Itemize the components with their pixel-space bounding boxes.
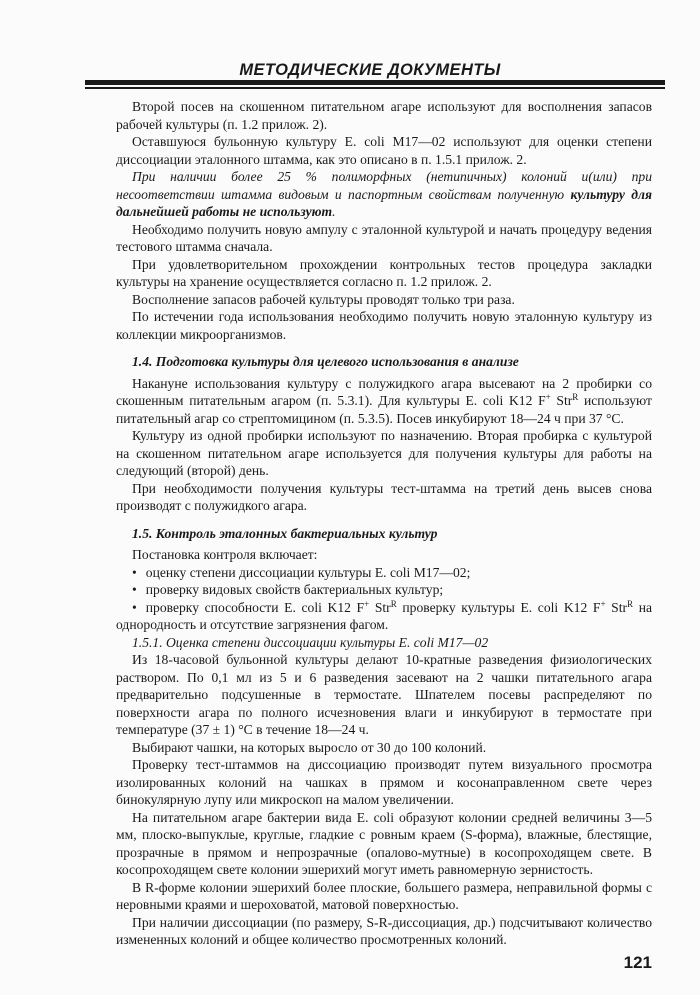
text-run: используют питательный агар со стрептомицином (п. 5.3.5). Посев инкубируют 18—24 ч при 37 °С. (116, 393, 652, 426)
paragraph: На питательном агаре бактерии вида E. coli образуют колонии средней величины 3—5 мм, плоско-выпуклые, круглые, гладкие с ровным краем (S-форма), влажные, блестящие, прозрачные в прямом и непрозрачные (опалово-мутные) в косопроходящем свете. В косопроходящем свете колонии эшерихий могут иметь равномерную зернистость. (116, 809, 652, 877)
paragraph: При необходимости получения культуры тест-штамма на третий день высев снова производят с полужидкого агара. (116, 480, 652, 513)
superscript: + (545, 392, 551, 402)
paragraph: В R-форме колонии эшерихий более плоские, большего размера, неправильной формы с неровными краями и шероховатой, матовой поверхностью. (116, 879, 652, 912)
section-heading-1-4: 1.4. Подготовка культуры для целевого использования в анализе (132, 354, 519, 369)
text-run: проверку культуры E. coli K12 F (396, 599, 601, 615)
page-header-title: МЕТОДИЧЕСКИЕ ДОКУМЕНТЫ (239, 61, 501, 79)
paragraph: Второй посев на скошенном питательном агаре используют для восполнения запасов рабочей культуры (п. 1.2 прилож. 2). (116, 99, 652, 132)
superscript: + (364, 598, 370, 609)
text-run: Str (550, 393, 573, 408)
header-rule-thick (85, 80, 665, 85)
text-run: Str (605, 599, 628, 615)
paragraph: Проверку тест-штаммов на диссоциацию производят путем визуального просмотра изолированных колоний на чашках в прямом и косонаправленном свете через бинокулярную лупу или микроскоп на малом увеличении. (116, 757, 652, 807)
paragraph: По истечении года использования необходимо получить новую эталонную культуру из коллекции микроорганизмов. (116, 309, 652, 342)
header-rule-thin (85, 87, 665, 89)
text-run: проверку способности E. coli K12 F (145, 599, 365, 615)
page-number: 121 (623, 953, 652, 972)
superscript: R (390, 598, 397, 609)
paragraph: При удовлетворительном прохождении контрольных тестов процедура закладки культуры на хранение осуществляется согласно п. 1.2 прилож. 2. (116, 256, 652, 289)
paragraph: Выбирают чашки, на которых выросло от 30 до 100 колоний. (132, 739, 487, 755)
document-body (116, 98, 652, 949)
note-text: При наличии более 25 % полиморфных (нетипичных) колоний и(или) при несоответствии штамма видовым и паспортным свойствам полученную (116, 169, 652, 202)
bullet-item: • проверку видовых свойств бактериальных культур; (116, 581, 652, 599)
italic-note (116, 168, 652, 221)
note-emphasis: культуру для дальнейшей работы не используют (116, 186, 652, 219)
superscript: R (627, 598, 634, 609)
paragraph: Постановка контроля включает: (132, 547, 318, 562)
paragraph: При наличии диссоциации (по размеру, S-R-диссоциация, др.) подсчитывают количество измененных колоний и общее количество просмотренных колоний. (116, 914, 652, 947)
superscript: + (600, 598, 606, 609)
paragraph: Культуру из одной пробирки используют по назначению. Вторая пробирка с культурой на скошенном питательном агаре используется для получения культуры для работы на следующий (второй) день. (116, 428, 652, 478)
text-run: Str (369, 599, 391, 615)
text-run: на однородность и отсутствие загрязнения фагом. (116, 599, 653, 632)
section-heading-1-5: 1.5. Контроль эталонных бактериальных культур (132, 525, 438, 541)
paragraph (116, 375, 652, 428)
bullet-list (116, 564, 652, 634)
paragraph: Из 18-часовой бульонной культуры делают 10-кратные разведения физиологических раствором. По 0,1 мл из 5 и 6 разведения засевают на 2 чашки питательного агара предварительно подсушенные в термостате. Шпателем посевы распределяют по поверхности агара по полного исчезновения влаги и инкубируют в термостате при температуре (37 ± 1) °С в течение 18—24 ч. (116, 652, 652, 737)
note-period: . (332, 204, 336, 219)
bullet-item (116, 599, 652, 634)
text-run: Накануне использования культуру с полужидкого агара высевают на 2 пробирки со скошенным питательным агаром (п. 5.3.1). Для культуры E. coli K12 F (116, 375, 652, 408)
superscript: R (572, 392, 579, 402)
paragraph: Необходимо получить новую ампулу с эталонной культурой и начать процедуру ведения тестового штамма сначала. (116, 221, 652, 254)
paragraph: Восполнение запасов рабочей культуры проводят только три раза. (132, 291, 515, 307)
bullet-item: • оценку степени диссоциации культуры E. coli M17—02; (116, 564, 652, 582)
paragraph: Оставшуюся бульонную культуру E. coli M17—02 используют для оценки степени диссоциации эталонного штамма, как это описано в п. 1.5.1 прилож. 2. (116, 134, 652, 167)
subsection-heading-1-5-1: 1.5.1. Оценка степени диссоциации культуры E. coli M17—02 (132, 634, 489, 650)
